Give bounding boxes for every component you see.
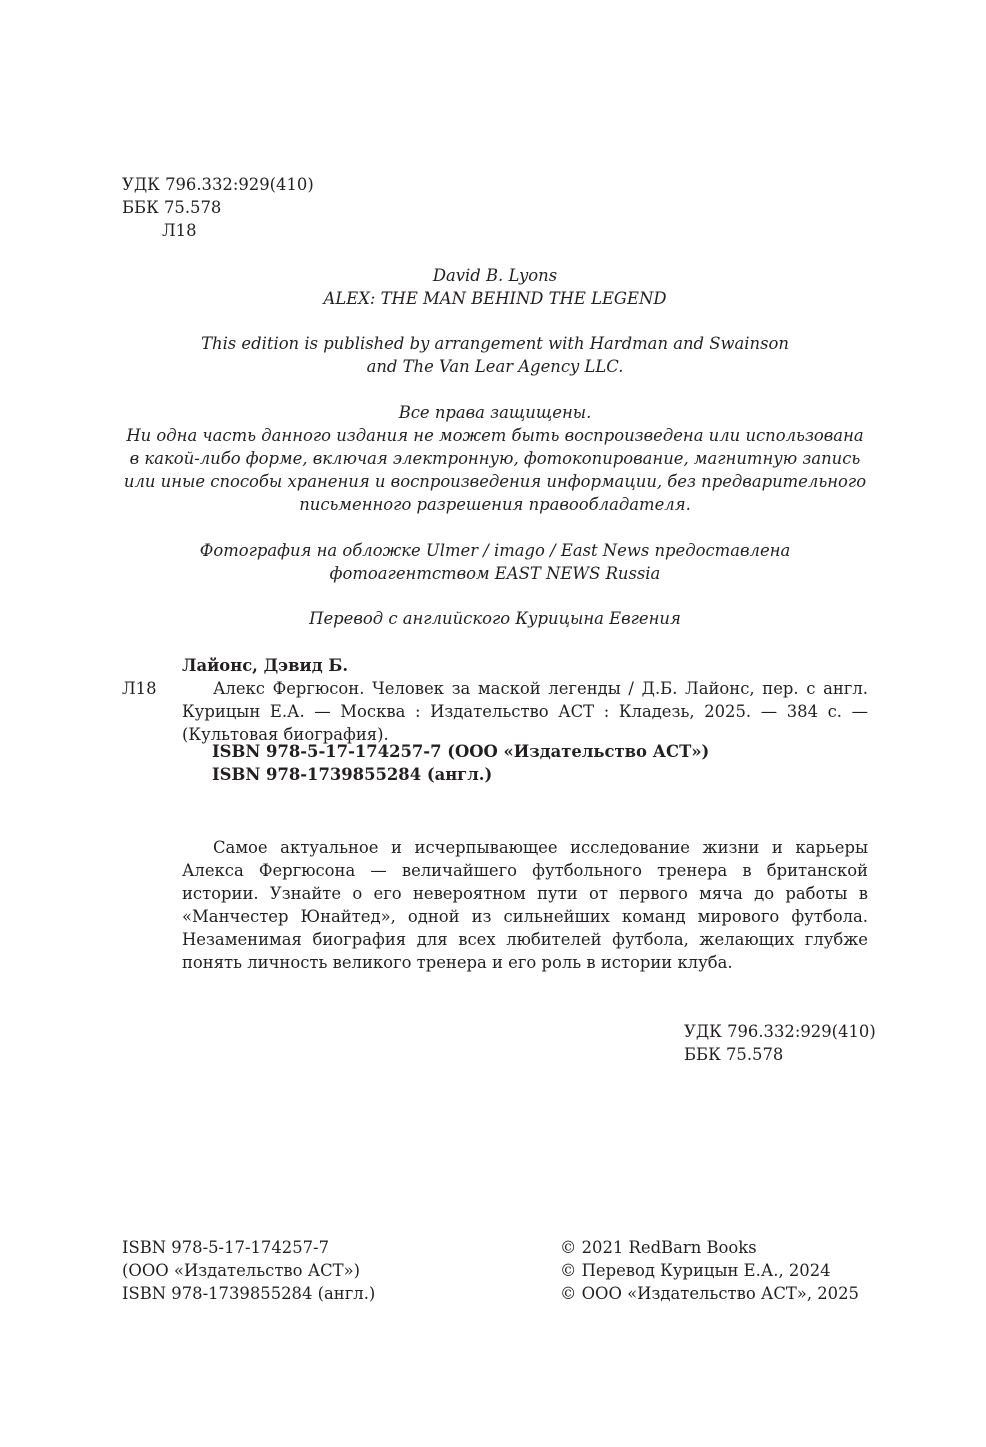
footer-isbn-line: ISBN 978-5-17-174257-7 (122, 1238, 330, 1257)
footer-copyright-block (560, 1236, 859, 1305)
catalog-author-heading: Лайонс, Дэвид Б. (182, 656, 349, 675)
rights-notice-line: в какой-либо форме, включая электронную, фотокопирование, магнитную запись (129, 449, 861, 468)
catalog-isbn-block (212, 740, 709, 786)
copyright-line: © ООО «Издательство АСТ», 2025 (560, 1284, 859, 1303)
rights-notice-line: Ни одна часть данного издания не может быть воспроизведена или использована (126, 426, 864, 445)
udk-code: УДК 796.332:929(410) (122, 175, 314, 194)
bbk-code: ББК 75.578 (122, 198, 222, 217)
isbn-line: ISBN 978-1739855284 (англ.) (212, 765, 493, 784)
original-title-block (95, 264, 895, 310)
rights-notice-line: письменного разрешения правообладателя. (299, 495, 691, 514)
bottom-classification-codes (684, 1020, 876, 1066)
footer-isbn-line: ISBN 978-1739855284 (англ.) (122, 1284, 376, 1303)
edition-notice-line: This edition is published by arrangement with Hardman and Swainson (201, 334, 789, 353)
edition-notice-line: and The Van Lear Agency LLC. (366, 357, 624, 376)
classification-codes (122, 173, 314, 242)
photo-credit-line: фотоагентством EAST NEWS Russia (329, 564, 661, 583)
author-sign: Л18 (162, 221, 197, 240)
translation-credit (95, 607, 895, 630)
photo-credit (95, 539, 895, 585)
catalog-call-number: Л18 (122, 679, 157, 698)
rights-notice-line: Все права защищены. (398, 403, 592, 422)
udk-code: УДК 796.332:929(410) (684, 1022, 876, 1041)
original-title: ALEX: THE MAN BEHIND THE LEGEND (323, 289, 667, 308)
rights-notice-line: или иные способы хранения и воспроизведения информации, без предварительного (123, 472, 867, 491)
translation-credit-line: Перевод с английского Курицына Евгения (309, 609, 681, 628)
copyright-line: © Перевод Курицын Е.А., 2024 (560, 1261, 831, 1280)
bbk-code: ББК 75.578 (684, 1045, 784, 1064)
original-author: David B. Lyons (432, 266, 558, 285)
rights-notice (95, 401, 895, 516)
copyright-line: © 2021 RedBarn Books (560, 1238, 757, 1257)
photo-credit-line: Фотография на обложке Ulmer / imago / East News предоставлена (199, 541, 791, 560)
isbn-line: ISBN 978-5-17-174257-7 (ООО «Издательство АСТ») (212, 742, 710, 761)
edition-notice (95, 332, 895, 378)
footer-isbn-block (122, 1236, 375, 1305)
bibliographic-description: Алекс Фергюсон. Человек за маской легенды / Д.Б. Лайонс, пер. с англ. Курицын Е.А. — Москва : Издательство АСТ : Кладезь, 2025. — 384 с. — (Культовая биография). (182, 679, 868, 744)
footer-isbn-line: (ООО «Издательство АСТ») (122, 1261, 361, 1280)
annotation: Самое актуальное и исчерпывающее исследование жизни и карьеры Алекса Фергюсона — величайшего футбольного тренера в британской истории. Узнайте о его невероятном пути от первого мяча до работы в «Манчестер Юнайтед», одной из сильнейших команд мирового футбола. Незаменимая биография для всех любителей футбола, желающих глубже понять личность великого тренера и его роль в истории клуба. (182, 838, 868, 972)
